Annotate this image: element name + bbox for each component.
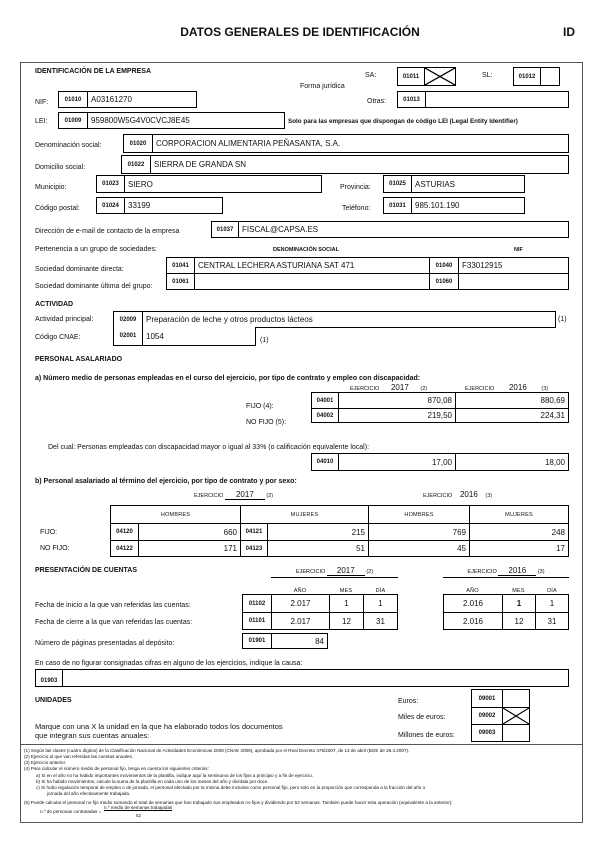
sa-checkbox[interactable] — [397, 67, 456, 86]
footnote: (5) Puede calcular el personal no fijo medio sumando el total de semanas que han trabajado sus empleados no fijos y dividiendo por 52 semanas. También puede hacer esta operación (equivalente a la anterior): — [24, 800, 453, 805]
ano-value[interactable]: 2.016 — [444, 595, 503, 612]
col-mujeres: MUJERES — [505, 511, 533, 518]
municipio-field[interactable] — [96, 175, 322, 193]
field-code: 01024 — [97, 198, 125, 213]
field-code: 01037 — [212, 222, 239, 237]
row-label: FIJO: — [40, 529, 58, 536]
causa-value — [63, 670, 568, 686]
note-ref: (2) — [420, 386, 428, 392]
grupo-label: Pertenencia a un grupo de sociedades: — [35, 246, 157, 253]
sl-label: SL: — [482, 72, 493, 79]
unit-label: Millones de euros: — [398, 732, 455, 739]
footnote: (2) Ejercicio al que van referidas las cuentas anuales. — [24, 754, 134, 759]
empty-check-cell — [541, 68, 559, 85]
page-title: DATOS GENERALES DE IDENTIFICACIÓN — [180, 25, 420, 39]
nif-label: NIF: — [35, 99, 49, 106]
year-prev: 2016 — [496, 383, 540, 393]
dominante-directa-label: Sociedad dominante directa: — [35, 266, 124, 273]
personal-medio-table — [311, 392, 569, 423]
unit-miles-checkbox[interactable] — [472, 707, 529, 724]
field-code: 01901 — [243, 634, 272, 648]
ano-value[interactable]: 2.016 — [444, 613, 503, 629]
lei-field[interactable] — [58, 112, 285, 129]
field-code: 04001 — [312, 393, 339, 408]
telefono-value: 985.101.190 — [415, 201, 460, 210]
denominacion-value: CORPORACION ALIMENTARIA PEÑASANTA, S.A. — [156, 139, 341, 148]
ejercicio-label: EJERCICIO — [295, 569, 326, 575]
dominante-ultima-row — [167, 273, 568, 289]
value-current[interactable]: 17,00 — [339, 454, 456, 470]
dia-value[interactable]: 1 — [549, 599, 555, 608]
footnote: (3) Ejercicio anterior. — [24, 760, 67, 765]
dominante-ultima-nif[interactable] — [459, 274, 568, 289]
fechas-prev-table — [443, 594, 569, 630]
col-hombres: HOMBRES — [111, 506, 241, 523]
paginas-value: 84 — [315, 636, 324, 646]
field-code: 04122 — [111, 541, 139, 556]
note-ref: (2) — [366, 569, 374, 575]
section-title-personal: PERSONAL ASALARIADO — [35, 356, 123, 363]
hombres-prev[interactable]: 45 — [369, 541, 470, 556]
value-prev[interactable]: 880,69 — [540, 396, 565, 405]
field-code: 01031 — [384, 198, 412, 213]
note-ref: (2) — [266, 493, 274, 499]
value-prev[interactable]: 224,31 — [540, 411, 565, 420]
field-code: 01023 — [97, 176, 125, 192]
nif-field[interactable] — [58, 91, 197, 108]
ejercicio-label: EJERCICIO — [465, 386, 495, 392]
x-mark-icon — [425, 68, 455, 85]
field-code: 01101 — [243, 613, 272, 629]
empty-check-cell — [503, 725, 529, 741]
lei-label: LEI: — [35, 118, 48, 125]
table-row — [312, 393, 568, 408]
field-code: 02009 — [114, 312, 143, 327]
field-code: 02001 — [114, 327, 143, 345]
telefono-label: Teléfono: — [342, 205, 371, 212]
col-ano: AÑO — [293, 588, 307, 594]
ano-value[interactable]: 2.017 — [272, 613, 330, 629]
year-prev: 2016 — [498, 566, 536, 576]
otras-value — [426, 92, 568, 107]
nif-value: A03161270 — [91, 95, 132, 104]
lei-note: Solo para las empresas que dispongan de código LEI (Legal Entity Identifier) — [288, 118, 518, 125]
col-hombres: HOMBRES — [369, 506, 470, 523]
hombres-current[interactable]: 660 — [139, 524, 241, 540]
note-ref: (3) — [485, 493, 493, 499]
email-label: Dirección de e-mail de contacto de la empresa — [35, 228, 180, 235]
lei-value: 959800W5G4V0CVCJ8E45 — [91, 116, 190, 125]
footnote: jornada del año efectivamente trabajada. — [47, 791, 131, 796]
table-row — [111, 523, 568, 540]
unidades-table — [471, 689, 530, 742]
codigo-postal-value: 33199 — [128, 201, 151, 210]
field-code: 01010 — [59, 92, 88, 107]
causa-field[interactable] — [35, 669, 569, 687]
ejercicio-label: EJERCICIO — [467, 569, 497, 575]
codigo-postal-label: Código postal: — [35, 205, 80, 212]
field-code: 09003 — [472, 725, 503, 741]
codigo-postal-field[interactable] — [96, 197, 223, 214]
field-code: 01012 — [514, 68, 541, 85]
actividad-principal-field[interactable] — [113, 311, 556, 328]
cnae-value: 1054 — [146, 331, 164, 341]
telefono-field[interactable] — [383, 197, 525, 214]
ejercicio-header-current — [271, 566, 398, 578]
dia-value[interactable]: 31 — [376, 616, 385, 626]
page-code: ID — [563, 25, 575, 39]
otras-label: Otras: — [367, 98, 387, 105]
domicilio-label: Domicilio social: — [35, 164, 86, 171]
mes-value[interactable]: 12 — [503, 613, 536, 629]
mes-value[interactable]: 1 — [330, 595, 364, 612]
mujeres-current[interactable]: 51 — [268, 541, 369, 556]
field-code: 04121 — [241, 524, 268, 540]
provincia-field[interactable] — [383, 175, 525, 193]
hombres-prev[interactable]: 769 — [369, 524, 470, 540]
field-code: 01013 — [398, 92, 426, 107]
col-nif: NIF — [514, 247, 523, 253]
personal-a-title: a) Número medio de personas empleadas en el curso del ejercicio, por tipo de contrato y empleo con discapacidad: — [35, 375, 421, 382]
fecha-inicio-label: Fecha de inicio a la que van referidas las cuentas: — [35, 602, 191, 609]
field-code: 01041 — [167, 258, 195, 273]
dominante-directa-row — [167, 258, 568, 273]
dominante-directa-nif[interactable]: F33012915 — [462, 261, 503, 270]
cnae-label: Código CNAE: — [35, 334, 81, 341]
footnotes-divider — [20, 744, 583, 745]
fecha-cierre-label: Fecha de cierre a la que van referidas las cuentas: — [35, 619, 193, 626]
note-ref: (3) — [537, 569, 545, 575]
discapacidad-label: Del cual: Personas empleadas con discapacidad mayor o igual al 33% (o calificación equivalente local): — [48, 444, 370, 451]
field-code: 01102 — [243, 595, 272, 612]
email-value: FISCAL@CAPSA.ES — [242, 225, 319, 234]
field-code: 01009 — [59, 113, 88, 128]
footnote: a) Si en el año no ha habido importantes movimientos de la plantilla, indique aquí la semisuma de los fijos a principio y a fin de ejercicio. — [36, 773, 314, 778]
ejercicio-header-current — [194, 490, 273, 500]
col-denominacion-social: DENOMINACIÓN SOCIAL — [273, 247, 339, 253]
dominante-directa-value[interactable]: CENTRAL LECHERA ASTURIANA SAT 471 — [195, 258, 430, 273]
table-header-row — [111, 506, 568, 523]
value-current[interactable]: 219,50 — [339, 409, 456, 422]
email-field[interactable] — [211, 221, 569, 238]
dia-value[interactable]: 1 — [378, 599, 383, 608]
footnote: (4) Para calcular el número medio de personal fijo, tenga en cuenta los siguientes criterios: — [24, 766, 209, 771]
col-ano: AÑO — [466, 588, 479, 594]
domicilio-value: SIERRA DE GRANDA SN — [154, 160, 247, 169]
unit-label: Miles de euros: — [398, 714, 446, 721]
ejercicio-label: EJERCICIO — [423, 493, 453, 499]
sa-label: SA: — [365, 72, 377, 79]
year-current: 2017 — [327, 566, 365, 576]
field-code: 01061 — [167, 274, 195, 289]
col-dia: DÍA — [547, 588, 557, 594]
unidades-instruction-2: que integran sus cuentas anuales: — [35, 731, 150, 740]
actividad-principal-value: Preparación de leche y otros productos lácteos — [146, 315, 313, 324]
formula-denominator: 52 — [136, 813, 142, 818]
mes-value[interactable]: 12 — [330, 613, 364, 629]
paginas-label: Número de páginas presentadas al depósito: — [35, 640, 175, 647]
denominacion-label: Denominación social: — [35, 142, 102, 149]
ejercicio-label: EJERCICIO — [194, 493, 224, 499]
footnote-ref: (1) — [558, 316, 567, 323]
field-code: 01025 — [384, 176, 412, 192]
section-title-actividad: ACTIVIDAD — [35, 301, 74, 308]
unit-euros-checkbox[interactable] — [472, 690, 529, 707]
fecha-inicio-row — [444, 595, 568, 612]
note-ref: (3) — [541, 386, 549, 392]
field-code: 01040 — [430, 258, 459, 273]
ejercicio-header-prev — [443, 566, 569, 578]
field-code: 01060 — [430, 274, 459, 289]
footnote: (1) Según las clases (cuatro dígitos) de la Clasificación Nacional de Actividades Económicas 2009 (CNAE 2009), aprobada por el Real Decreto 475/2007, de 13 de abril (BOE de 28.4.2007). — [24, 748, 410, 753]
footnote: c) Si hubo regulación temporal de empleo o de jornada, el personal afectado por la misma debe incluirse como personal fijo, pero solo en la proporción que corresponda a la fracción del año o — [36, 785, 426, 790]
mujeres-current[interactable]: 215 — [268, 524, 369, 540]
row-label: NO FIJO: — [40, 545, 70, 552]
sl-checkbox[interactable] — [513, 67, 560, 86]
footnote: b) Si ha habido movimientos, calcule la suma de la plantilla en cada uno de los meses del año y divídala por doce. — [36, 779, 269, 784]
field-code: 01022 — [122, 156, 151, 173]
row-label: NO FIJO (5): — [246, 419, 287, 426]
dia-value[interactable]: 31 — [547, 616, 557, 626]
section-title-unidades: UNIDADES — [35, 697, 72, 704]
grupo-table — [166, 257, 569, 290]
section-title-cuentas: PRESENTACIÓN DE CUENTAS — [35, 567, 138, 574]
field-code: 01903 — [36, 670, 63, 686]
field-code: 04120 — [111, 524, 139, 540]
field-code: 09002 — [472, 708, 503, 724]
domicilio-field[interactable] — [121, 155, 569, 174]
denominacion-field[interactable] — [123, 134, 569, 153]
footnote-ref: (1) — [260, 337, 269, 344]
dominante-ultima-value[interactable] — [195, 274, 430, 289]
dominante-ultima-label: Sociedad dominante última del grupo: — [35, 283, 153, 290]
formula-lhs: n.º de personas contratadas = — [40, 809, 102, 814]
section-title-empresa: IDENTIFICACIÓN DE LA EMPRESA — [35, 68, 152, 75]
table-row — [312, 408, 568, 422]
fecha-cierre-row — [444, 612, 568, 629]
hombres-current[interactable]: 171 — [139, 541, 241, 556]
unidades-instruction-1: Marque con una X la unidad en la que ha elaborado todos los documentos — [35, 722, 283, 731]
fecha-cierre-row — [243, 612, 397, 629]
provincia-value: ASTURIAS — [415, 179, 456, 189]
unit-millones-checkbox[interactable] — [472, 724, 529, 741]
municipio-value: SIERO — [128, 179, 153, 189]
field-code: 01011 — [398, 68, 425, 85]
field-code: 04123 — [241, 541, 268, 556]
formula-numerator: n.º medio de semanas trabajadas — [104, 805, 173, 810]
forma-juridica-label: Forma jurídica — [300, 83, 345, 90]
unit-label: Euros: — [398, 698, 419, 705]
value-current[interactable]: 870,08 — [339, 393, 456, 408]
mujeres-prev[interactable]: 17 — [556, 544, 565, 553]
field-code: 01020 — [124, 135, 153, 152]
discapacidad-field — [311, 453, 569, 471]
row-label: FIJO (4): — [246, 403, 274, 410]
causa-label: En caso de no figurar consignadas cifras en alguno de los ejercicios, indique la causa: — [35, 660, 303, 667]
otras-field[interactable] — [397, 91, 569, 108]
x-mark-icon — [503, 708, 529, 724]
year-current: 2017 — [381, 383, 419, 393]
personal-b-title: b) Personal asalariado al término del ejercicio, por tipo de contrato y por sexo: — [35, 478, 297, 485]
col-mujeres: MUJERES — [241, 506, 369, 523]
paginas-field[interactable] — [242, 633, 328, 649]
col-dia: DÍA — [375, 588, 386, 594]
ano-value[interactable]: 2.017 — [272, 595, 330, 612]
personal-termino-table — [110, 505, 569, 557]
actividad-principal-label: Actividad principal: — [35, 316, 94, 323]
field-code: 04002 — [312, 409, 339, 422]
ejercicio-label: EJERCICIO — [350, 386, 380, 392]
year-prev: 2016 — [459, 490, 478, 499]
year-current: 2017 — [225, 490, 265, 500]
provincia-label: Provincia: — [340, 184, 371, 191]
table-row — [111, 540, 568, 556]
empty-check-cell — [503, 690, 529, 707]
field-code: 04010 — [312, 454, 339, 470]
ejercicio-header-prev — [423, 490, 492, 499]
mes-value[interactable]: 1 — [503, 595, 536, 612]
value-prev[interactable]: 18,00 — [544, 457, 565, 467]
field-code: 09001 — [472, 690, 503, 707]
municipio-label: Municipio: — [35, 184, 67, 191]
fecha-inicio-row — [243, 595, 397, 612]
cnae-field[interactable] — [113, 327, 256, 346]
col-mes: MES — [512, 588, 525, 594]
mujeres-prev[interactable]: 248 — [551, 527, 565, 537]
fechas-current-table — [242, 594, 398, 630]
col-mes: MES — [339, 588, 353, 594]
